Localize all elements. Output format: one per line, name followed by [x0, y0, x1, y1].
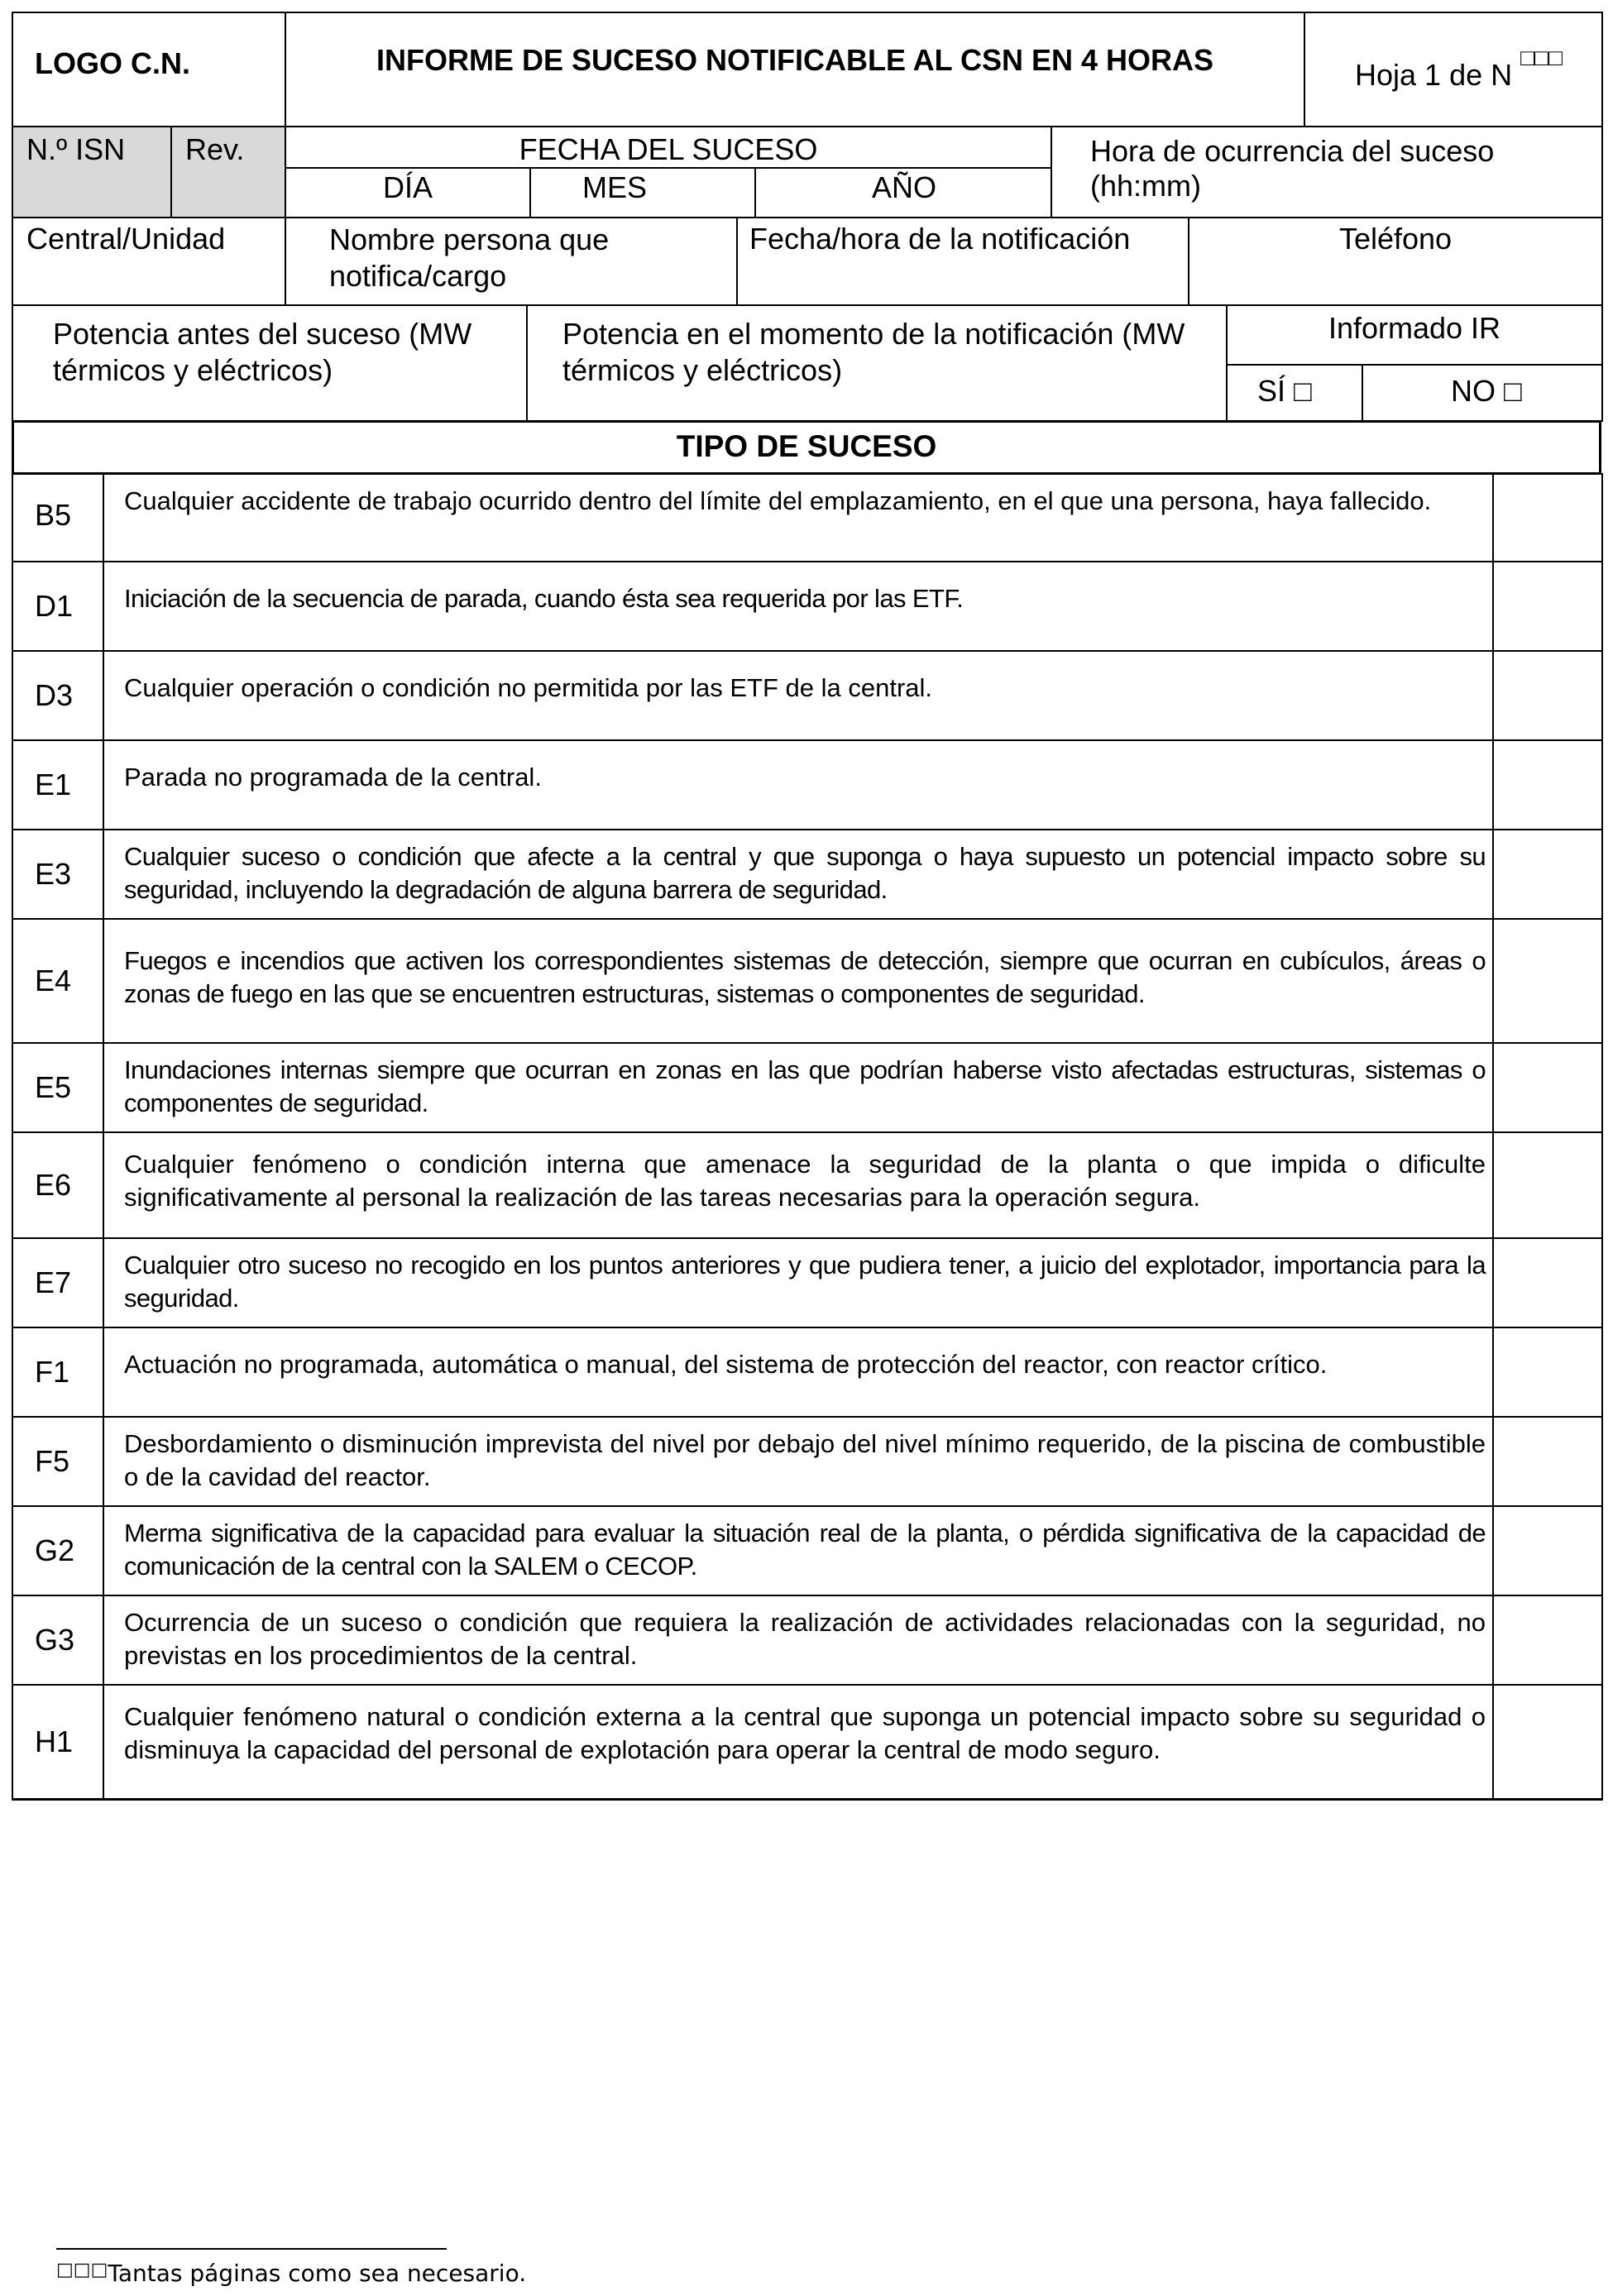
sheet-label: Hoja 1 de N: [1355, 58, 1513, 92]
report-form: [12, 12, 1601, 1801]
power-before-label: Potencia antes del suceso (MW térmicos y eléctricos): [53, 317, 472, 387]
event-row-e5: [12, 1043, 1602, 1132]
isn-number-field[interactable]: [12, 127, 171, 218]
event-description: Parada no programada de la central.: [103, 740, 1493, 830]
central-unit-field[interactable]: [12, 218, 285, 305]
event-selection-cell[interactable]: [1493, 562, 1602, 651]
month-label: MES: [582, 170, 648, 204]
event-code: E3: [12, 830, 103, 919]
sheet-number: [1304, 12, 1602, 127]
event-selection-cell[interactable]: [1493, 1132, 1602, 1238]
footnote: [56, 2260, 526, 2287]
event-code: G3: [12, 1595, 103, 1685]
notifier-table: [12, 217, 1603, 306]
sheet-footnote-mark: □□□: [1520, 45, 1563, 70]
event-code: F5: [12, 1417, 103, 1506]
event-day-field[interactable]: [285, 168, 530, 218]
event-description: Desbordamiento o disminución imprevista del nivel por debajo del nivel mínimo requerido, de la piscina de combustible o de la cavidad del reactor.: [103, 1417, 1493, 1506]
footnote-rule: [56, 2248, 447, 2250]
form-title: [285, 12, 1304, 127]
phone-label: Teléfono: [1338, 222, 1453, 256]
power-now-label: Potencia en el momento de la notificación (MW térmicos y eléctricos): [562, 317, 1185, 387]
event-code: E4: [12, 919, 103, 1043]
event-selection-cell[interactable]: [1493, 474, 1602, 562]
footnote-mark: □□□: [56, 2260, 108, 2280]
event-code: E7: [12, 1238, 103, 1327]
event-description: Cualquier operación o condición no permitida por las ETF de la central.: [103, 651, 1493, 740]
central-unit-label: Central/Unidad: [26, 222, 226, 256]
event-row-e1: [12, 740, 1602, 830]
event-row-b5: [12, 474, 1602, 562]
event-selection-cell[interactable]: [1493, 1685, 1602, 1799]
notifier-name-label: Nombre persona que notifica/cargo: [329, 222, 610, 293]
notification-datetime-field[interactable]: [737, 218, 1189, 305]
event-selection-cell[interactable]: [1493, 1595, 1602, 1685]
event-description: Cualquier fenómeno natural o condición externa a la central que suponga un potencial impacto sobre su seguridad o disminuya la capacidad del personal de explotación para operar la central de modo seguro.: [103, 1685, 1493, 1799]
event-selection-cell[interactable]: [1493, 1506, 1602, 1595]
event-type-title: [13, 422, 1601, 474]
event-code: D1: [12, 562, 103, 651]
informed-ir-header: [1227, 305, 1602, 365]
event-selection-cell[interactable]: [1493, 830, 1602, 919]
event-code: D3: [12, 651, 103, 740]
event-row-e4: [12, 919, 1602, 1043]
event-row-f5: [12, 1417, 1602, 1506]
event-type-title-table: [12, 420, 1601, 475]
event-row-e7: [12, 1238, 1602, 1327]
event-row-g2: [12, 1506, 1602, 1595]
event-selection-cell[interactable]: [1493, 651, 1602, 740]
event-description: Ocurrencia de un suceso o condición que requiera la realización de actividades relacionadas con la seguridad, no previstas en los procedimientos de la central.: [103, 1595, 1493, 1685]
event-date-header: [285, 127, 1051, 168]
event-row-f1: [12, 1327, 1602, 1417]
power-table: [12, 304, 1603, 422]
power-now-field[interactable]: [527, 305, 1227, 421]
event-code: B5: [12, 474, 103, 562]
event-code: H1: [12, 1685, 103, 1799]
informed-no-checkbox[interactable]: [1362, 365, 1602, 421]
event-row-h1: [12, 1685, 1602, 1799]
event-type-table: [12, 473, 1603, 1801]
informed-yes-checkbox[interactable]: [1227, 365, 1362, 421]
event-description: Iniciación de la secuencia de parada, cuando ésta sea requerida por las ETF.: [103, 562, 1493, 651]
revision-field[interactable]: [171, 127, 285, 218]
event-description: Cualquier suceso o condición que afecte a la central y que suponga o haya supuesto un potencial impacto sobre su seguridad, incluyendo la degradación de alguna barrera de seguridad.: [103, 830, 1493, 919]
phone-field[interactable]: [1189, 218, 1602, 305]
event-description: Fuegos e incendios que activen los correspondientes sistemas de detección, siempre que ocurran en cubículos, áreas o zonas de fuego en las que se encuentren estructuras, sistemas o componentes de seguridad.: [103, 919, 1493, 1043]
event-year-field[interactable]: [755, 168, 1051, 218]
day-label: DÍA: [382, 170, 433, 204]
event-description: Merma significativa de la capacidad para evaluar la situación real de la planta, o pérdida significativa de la capacidad de comunicación de la central con la SALEM o CECOP.: [103, 1506, 1493, 1595]
header-table: [12, 12, 1603, 127]
event-row-d3: [12, 651, 1602, 740]
event-description: Cualquier otro suceso no recogido en los puntos anteriores y que pudiera tener, a juicio del explotador, importancia para la seguridad.: [103, 1238, 1493, 1327]
event-selection-cell[interactable]: [1493, 1327, 1602, 1417]
event-hour-label: Hora de ocurrencia del suceso (hh:mm): [1090, 134, 1495, 203]
logo-cell: [12, 12, 285, 127]
power-before-field[interactable]: [12, 305, 527, 421]
event-description: Cualquier accidente de trabajo ocurrido dentro del límite del emplazamiento, en el que una persona, haya fallecido.: [103, 474, 1493, 562]
event-hour-field[interactable]: [1051, 127, 1602, 218]
rev-label: Rev.: [185, 132, 245, 166]
event-date-label: FECHA DEL SUCESO: [519, 132, 818, 166]
no-label: NO □: [1451, 374, 1522, 408]
event-selection-cell[interactable]: [1493, 919, 1602, 1043]
event-code: F1: [12, 1327, 103, 1417]
event-type-title-text: TIPO DE SUCESO: [676, 429, 937, 463]
isn-label: N.º ISN: [26, 132, 126, 166]
form-title-text: INFORME DE SUCESO NOTIFICABLE AL CSN EN 4 HORAS: [376, 43, 1214, 77]
event-month-field[interactable]: [530, 168, 755, 218]
event-row-d1: [12, 562, 1602, 651]
year-label: AÑO: [872, 170, 937, 204]
footnote-text: Tantas páginas como sea necesario.: [108, 2260, 527, 2287]
event-row-e3: [12, 830, 1602, 919]
notifier-name-field[interactable]: [285, 218, 737, 305]
event-description: Actuación no programada, automática o manual, del sistema de protección del reactor, con reactor crítico.: [103, 1327, 1493, 1417]
event-description: Inundaciones internas siempre que ocurran en zonas en las que podrían haberse visto afectadas estructuras, sistemas o componentes de seguridad.: [103, 1043, 1493, 1132]
informed-ir-label: Informado IR: [1328, 311, 1501, 345]
event-selection-cell[interactable]: [1493, 1238, 1602, 1327]
event-code: E5: [12, 1043, 103, 1132]
event-code: E6: [12, 1132, 103, 1238]
event-selection-cell[interactable]: [1493, 1417, 1602, 1506]
notification-datetime-label: Fecha/hora de la notificación: [749, 222, 1131, 256]
event-description: Cualquier fenómeno o condición interna que amenace la seguridad de la planta o que impida o dificulte significativamente al personal la realización de las tareas necesarias para la operación segura.: [103, 1132, 1493, 1238]
logo-text: LOGO C.N.: [35, 46, 190, 80]
event-selection-cell[interactable]: [1493, 1043, 1602, 1132]
event-code: E1: [12, 740, 103, 830]
event-code: G2: [12, 1506, 103, 1595]
event-row-e6: [12, 1132, 1602, 1238]
event-selection-cell[interactable]: [1493, 740, 1602, 830]
incident-id-table: [12, 126, 1603, 218]
yes-label: SÍ □: [1257, 374, 1312, 408]
event-row-g3: [12, 1595, 1602, 1685]
